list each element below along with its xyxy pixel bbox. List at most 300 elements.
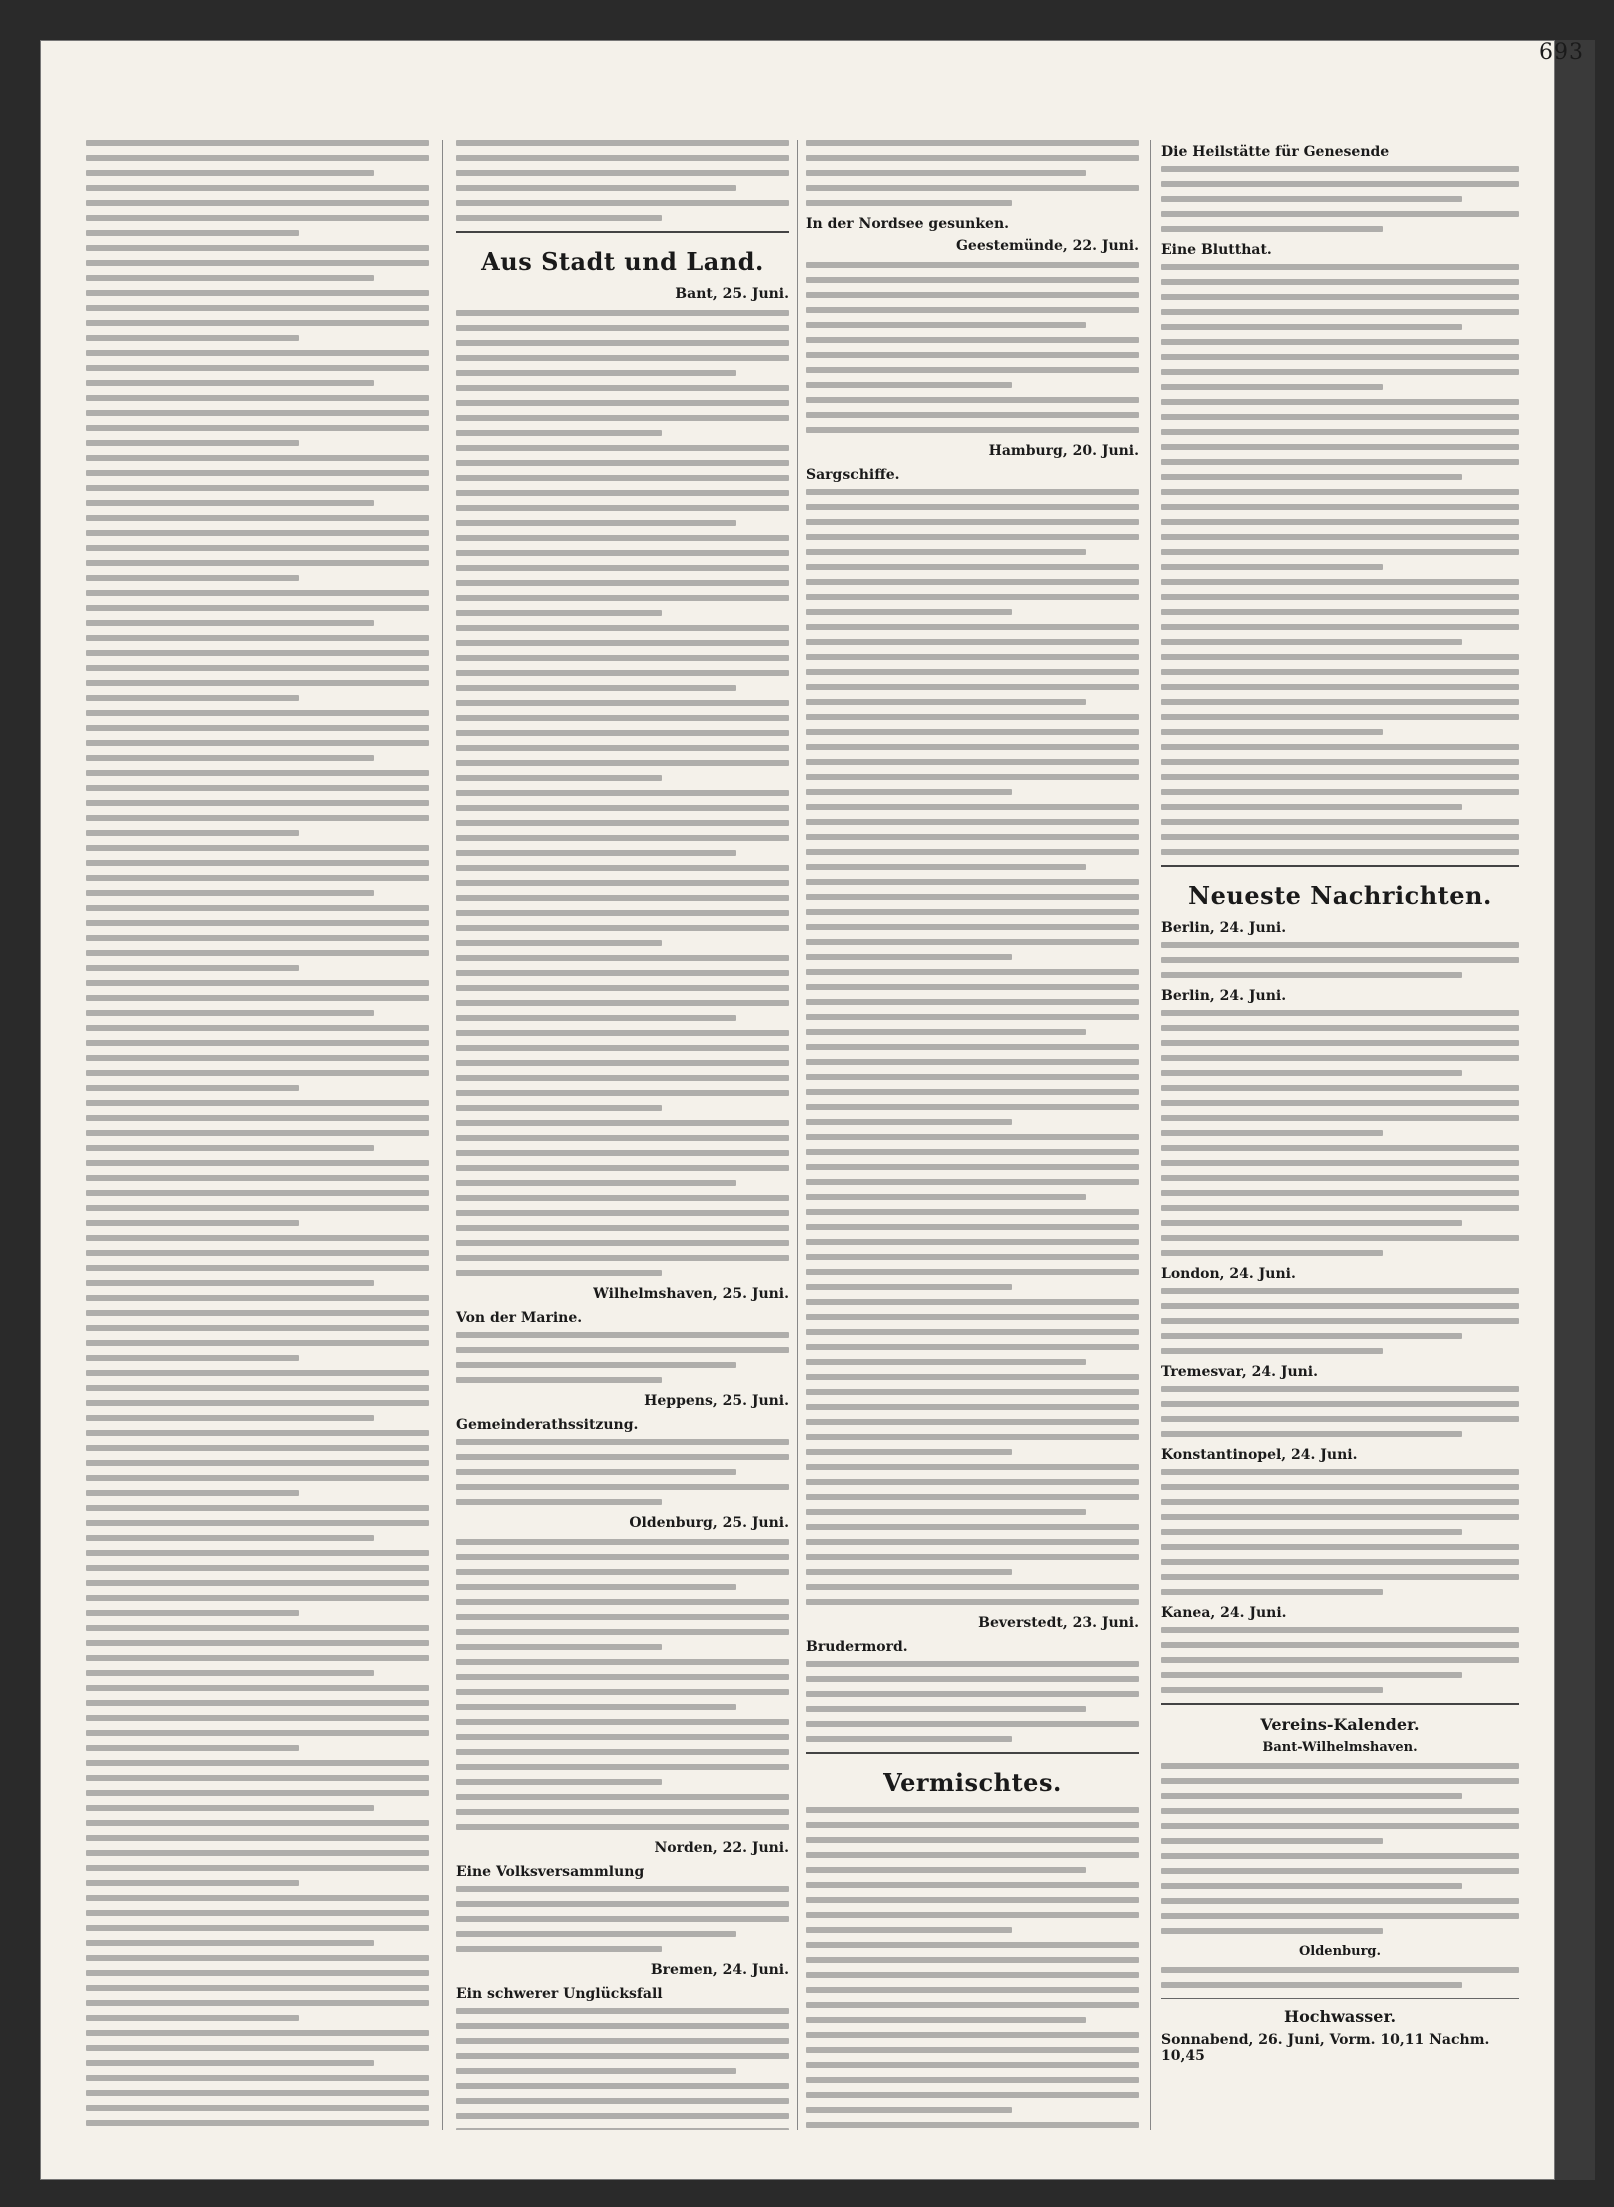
text-line [456,2083,789,2089]
article-body [1161,1469,1519,1595]
text-line [806,939,1139,945]
article-headline: Eine Blutthat. [1161,242,1272,258]
text-line [456,1030,789,1036]
text-line [456,1659,789,1665]
text-line [86,1670,374,1676]
text-line [456,2128,789,2130]
text-line [456,2098,789,2104]
text-line [456,1165,789,1171]
text-line [806,519,1139,525]
text-line [1161,1763,1519,1769]
text-line [456,2023,789,2029]
text-line [1161,714,1519,720]
section-divider [806,1752,1139,1754]
text-line [456,940,662,946]
article-headline: In der Nordsee gesunken. [806,216,1010,232]
text-line [86,1265,429,1271]
text-line [806,1852,1139,1858]
text-line [456,1824,789,1830]
text-line [1161,699,1519,705]
text-line [456,1644,662,1650]
section-divider [1161,1703,1519,1705]
text-line [1161,354,1519,360]
dateline: Konstantinopel, 24. Juni. [1161,1447,1358,1463]
dateline: Beverstedt, 23. Juni. [978,1615,1139,1631]
text-line [1161,1642,1519,1648]
text-line [456,745,789,751]
text-line [86,950,429,956]
article-body [456,1439,789,1505]
text-line [806,639,1139,645]
text-line [456,1484,789,1490]
text-line [806,1676,1139,1682]
text-line [806,2077,1139,2083]
text-line [456,1584,736,1590]
text-line [1161,1205,1519,1211]
text-line [1161,1220,1462,1226]
section-title-neueste-nachrichten: Neueste Nachrichten. [1188,881,1492,910]
text-line [1161,429,1519,435]
text-line [456,1499,662,1505]
text-line [806,1074,1139,1080]
text-line [86,2090,429,2096]
text-line [1161,1657,1519,1663]
hochwasser-title: Hochwasser. [1283,2007,1397,2026]
text-line [1161,1055,1519,1061]
text-line [806,307,1139,313]
dateline: Tremesvar, 24. Juni. [1161,1364,1319,1380]
text-line [86,140,429,146]
section-title-stadt-und-land: Aus Stadt und Land. [481,247,764,276]
text-line [86,185,429,191]
text-line [456,185,736,191]
text-line [806,1419,1139,1425]
text-line [456,1454,789,1460]
text-line [86,1370,429,1376]
text-line [86,1310,429,1316]
text-line [806,185,1139,191]
text-line [806,2092,1139,2098]
text-line [456,730,789,736]
article-body [86,140,429,2130]
text-line [86,1295,429,1301]
text-line [1161,1808,1519,1814]
text-line [1161,1883,1462,1889]
text-line [86,1835,429,1841]
text-line [86,470,429,476]
text-line [86,1955,429,1961]
text-line [456,475,789,481]
text-line [86,230,299,236]
text-line [1161,309,1519,315]
text-line [456,1045,789,1051]
text-line [456,775,662,781]
text-line [456,670,789,676]
text-line [86,830,299,836]
text-line [1161,564,1383,570]
text-line [86,290,429,296]
text-line [806,200,1012,206]
text-line [456,1150,789,1156]
text-line [86,1100,429,1106]
text-line [1161,519,1519,525]
text-line [806,1927,1012,1933]
text-line [806,759,1139,765]
text-line [86,1715,429,1721]
text-line [86,1250,429,1256]
text-line [456,820,789,826]
text-line [456,385,789,391]
text-line [806,1599,1139,1605]
text-line [806,427,1139,433]
text-line [1161,849,1519,855]
text-line [806,1957,1139,1963]
text-line [806,669,1139,675]
text-line [1161,1145,1519,1151]
text-line [86,1805,374,1811]
text-line [86,500,374,506]
text-line [456,1946,662,1952]
text-line [86,1475,429,1481]
text-line [1161,1823,1519,1829]
text-line [456,460,789,466]
text-line [456,1362,736,1368]
text-line [456,2053,789,2059]
text-line [806,1284,1012,1290]
text-line [806,924,1139,930]
text-line [86,350,429,356]
text-line [806,984,1139,990]
text-line [86,1190,429,1196]
text-line [86,1970,429,1976]
text-line [456,155,789,161]
text-line [806,804,1139,810]
text-line [456,1901,789,1907]
text-line [456,790,789,796]
text-line [806,1299,1139,1305]
text-line [86,170,374,176]
text-line [806,1104,1139,1110]
text-line [806,1404,1139,1410]
article-body [1161,264,1519,855]
text-line [456,535,789,541]
text-line [86,2075,429,2081]
text-line [456,865,789,871]
text-line [456,1794,789,1800]
text-line [86,875,429,881]
text-line [456,715,789,721]
text-line [86,215,429,221]
text-line [86,560,429,566]
text-line [806,367,1139,373]
text-line [1161,1333,1462,1339]
article-body [806,1807,1139,2130]
dateline: Bant, 25. Juni. [675,286,789,302]
text-line [86,1145,374,1151]
text-line [806,654,1139,660]
text-line [456,170,789,176]
text-line [86,1625,429,1631]
text-line [456,1332,789,1338]
text-line [86,965,299,971]
text-line [86,245,429,251]
text-line [806,729,1139,735]
text-line [86,1550,429,1556]
text-line [1161,579,1519,585]
text-line [86,200,429,206]
article-body [1161,1386,1519,1437]
text-line [806,397,1139,403]
text-line [86,635,429,641]
dateline: Berlin, 24. Juni. [1161,988,1287,1004]
text-line [456,310,789,316]
text-line [806,909,1139,915]
text-line [1161,1431,1462,1437]
text-line [456,1090,789,1096]
text-line [456,700,789,706]
text-line [806,1494,1139,1500]
text-line [86,425,429,431]
article-body [806,489,1139,1605]
text-line [86,785,429,791]
text-line [1161,1838,1383,1844]
text-line [86,605,429,611]
text-line [86,650,429,656]
text-line [456,1060,789,1066]
text-line [1161,264,1519,270]
text-line [86,2105,429,2111]
text-line [806,1584,1139,1590]
text-line [806,1224,1139,1230]
dateline: Hamburg, 20. Juni. [988,443,1139,459]
text-line [1161,1318,1519,1324]
text-line [806,2032,1139,2038]
text-line [806,1044,1139,1050]
text-line [806,1554,1139,1560]
text-line [806,879,1139,885]
text-line [456,2008,789,2014]
text-line [806,1089,1139,1095]
text-line [456,200,789,206]
article-body [1161,942,1519,978]
dateline: Heppens, 25. Juni. [644,1393,789,1409]
text-line [1161,384,1383,390]
column-3 [800,140,1145,2130]
text-line [456,1569,789,1575]
text-line [86,1445,429,1451]
text-line [86,800,429,806]
text-line [1161,1235,1519,1241]
section-title-vermischtes: Vermischtes. [883,1768,1062,1797]
text-line [806,699,1086,705]
dateline: London, 24. Juni. [1161,1266,1296,1282]
text-line [456,1270,662,1276]
article-headline: Ein schwerer Unglücksfall [456,1986,663,2002]
article-body [1161,1288,1519,1354]
article-body [1161,1627,1519,1693]
text-line [86,1415,374,1421]
article-body [456,1886,789,1952]
text-line [806,1239,1139,1245]
text-line [1161,399,1519,405]
dateline: Berlin, 24. Juni. [1161,920,1287,936]
text-line [456,985,789,991]
text-line [86,1775,429,1781]
text-line [1161,639,1462,645]
scan-border [1555,40,1595,2180]
text-line [86,1055,429,1061]
text-line [86,755,374,761]
text-line [86,1655,429,1661]
text-line [86,1220,299,1226]
text-line [1161,942,1519,948]
text-line [1161,1982,1462,1988]
text-line [456,850,736,856]
text-line [456,490,789,496]
text-line [86,2015,299,2021]
text-line [1161,1348,1383,1354]
text-line [456,880,789,886]
text-line [1161,1574,1519,1580]
text-line [86,1040,429,1046]
text-line [86,1865,429,1871]
text-line [456,445,789,451]
text-line [456,1734,789,1740]
text-line [456,1599,789,1605]
text-line [86,1325,429,1331]
calendar-subtitle: Oldenburg. [1298,1944,1382,1959]
text-line [86,1505,429,1511]
column-rule [1150,140,1151,2130]
text-line [86,1910,429,1916]
text-line [806,292,1139,298]
text-line [806,1179,1139,1185]
text-line [456,1886,789,1892]
text-line [456,370,736,376]
section-divider [456,231,789,233]
text-line [1161,211,1519,217]
text-line [1161,1025,1519,1031]
text-line [456,1629,789,1635]
text-line [456,140,789,146]
text-line [86,1010,374,1016]
text-line [456,1749,789,1755]
text-line [1161,1288,1519,1294]
text-line [86,2030,429,2036]
text-line [806,864,1086,870]
text-line [86,2060,374,2066]
section-divider [1161,865,1519,867]
text-line [86,980,429,986]
text-line [806,1942,1139,1948]
text-line [1161,819,1519,825]
text-line [456,2038,789,2044]
article-body [456,310,789,1276]
text-line [1161,1160,1519,1166]
text-line [456,970,789,976]
text-line [806,262,1139,268]
text-line [806,1807,1139,1813]
text-line [456,215,662,221]
text-line [86,1850,429,1856]
text-line [806,1314,1139,1320]
text-line [1161,1499,1519,1505]
text-line [1161,1514,1519,1520]
text-line [806,2122,1139,2128]
text-line [86,380,374,386]
text-line [806,1524,1139,1530]
text-line [1161,1559,1519,1565]
text-line [806,534,1139,540]
text-line [456,355,789,361]
text-line [806,1882,1139,1888]
text-line [456,2068,736,2074]
text-line [456,640,789,646]
text-line [806,504,1139,510]
text-line [1161,1687,1383,1693]
text-line [456,1225,789,1231]
calendar-entries [1161,1763,1519,1934]
text-line [1161,669,1519,675]
text-line [86,1730,429,1736]
text-line [1161,774,1519,780]
text-line [806,1736,1012,1742]
text-line [456,565,789,571]
text-line [86,575,299,581]
text-line [1161,804,1462,810]
text-line [806,1479,1139,1485]
text-line [86,1385,429,1391]
text-line [1161,789,1519,795]
text-line [806,1434,1139,1440]
article-body [806,262,1139,433]
article-headline: Gemeinderathssitzung. [456,1417,639,1433]
text-line [86,1160,429,1166]
article-body [456,1332,789,1383]
text-line [86,1355,299,1361]
text-line [86,410,429,416]
text-line [1161,594,1519,600]
text-line [456,1240,789,1246]
article-headline: Von der Marine. [456,1310,583,1326]
text-line [806,1706,1086,1712]
text-line [1161,1793,1462,1799]
text-line [806,999,1139,1005]
text-line [806,352,1139,358]
text-line [456,610,662,616]
text-line [1161,1469,1519,1475]
text-line [1161,489,1519,495]
text-line [806,819,1139,825]
text-line [1161,1868,1519,1874]
hochwasser-times: Sonnabend, 26. Juni, Vorm. 10,11 Nachm. 10,45 [1161,2032,1490,2064]
text-line [456,895,789,901]
text-line [86,1880,299,1886]
text-line [1161,624,1519,630]
text-line [806,1029,1086,1035]
text-line [86,1520,429,1526]
text-line [1161,1040,1519,1046]
text-line [86,890,374,896]
text-line [1161,1100,1519,1106]
text-line [1161,339,1519,345]
text-line [86,905,429,911]
text-line [806,594,1139,600]
text-line [86,725,429,731]
text-line [806,1691,1139,1697]
dateline: Norden, 22. Juni. [654,1840,789,1856]
text-line [86,335,299,341]
